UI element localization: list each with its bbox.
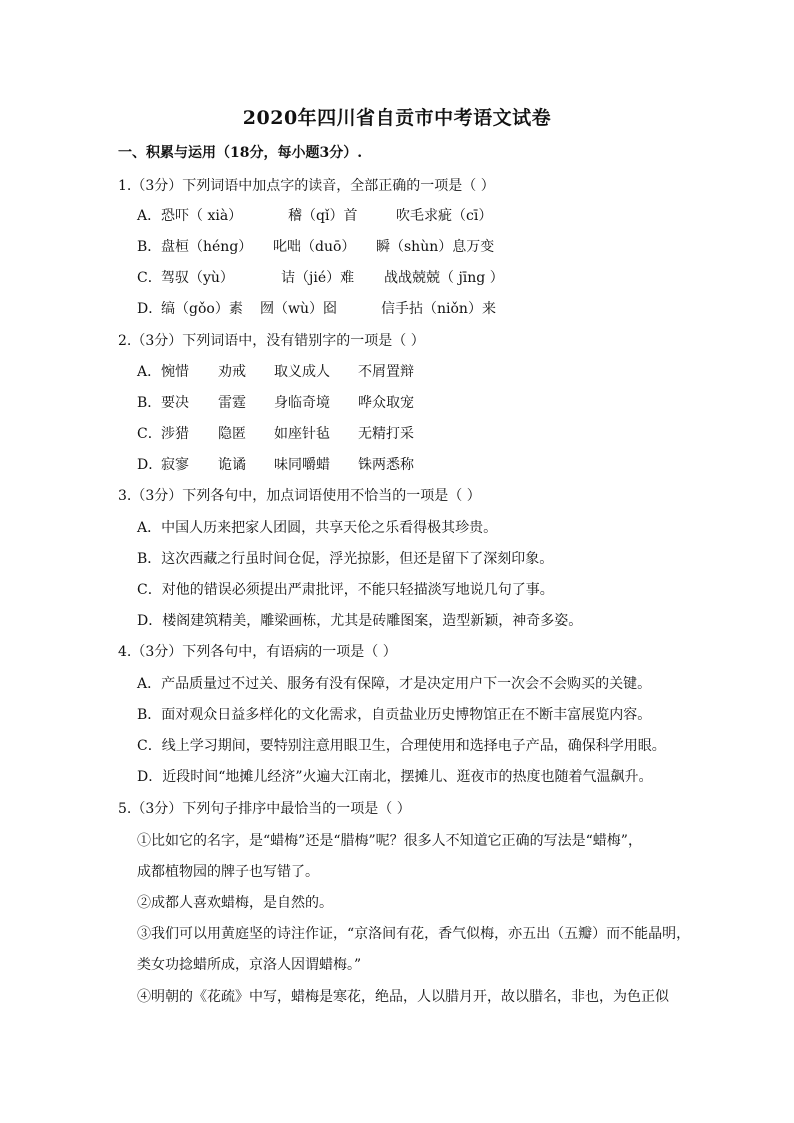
option-item: 瞬（shùn）息万变 — [376, 239, 495, 255]
q5-sentence-2: ②成都人喜欢蜡梅，是自然的。 — [137, 895, 333, 911]
option-item: 叱咄（duō） — [273, 239, 356, 255]
q5-sentence-3-cont: 类女功捻蜡所成，京洛人因谓蜡梅。” — [137, 957, 362, 973]
q3-option-b: B．这次西藏之行虽时间仓促，浮光掠影，但还是留下了深刻印象。 — [137, 551, 554, 567]
option-label: D． — [137, 457, 163, 473]
option-item: 无精打采 — [358, 426, 414, 442]
option-label: C． — [137, 270, 162, 286]
q3-option-a: A．中国人历来把家人团圆，共享天伦之乐看得极其珍贵。 — [137, 520, 498, 536]
option-label: C． — [137, 426, 162, 442]
question-5-stem: 5.（3分）下列句子排序中最恰当的一项是（ ） — [118, 801, 411, 817]
option-item: 劝戒 — [218, 364, 246, 380]
option-label: A． — [137, 208, 162, 224]
q4-option-b: B．面对观众日益多样化的文化需求，自贡盐业历史博物馆正在不断丰富展览内容。 — [137, 707, 652, 723]
q4-option-c: C．线上学习期间，要特别注意用眼卫生，合理使用和选择电子产品，确保科学用眼。 — [137, 738, 666, 754]
option-item: 如座针毡 — [274, 426, 330, 442]
q5-sentence-1-cont: 成都植物园的牌子也写错了。 — [137, 864, 319, 880]
q3-option-c: C．对他的错误必须提出严肃批评，不能只轻描淡写地说几句了事。 — [137, 582, 554, 598]
option-label: D． — [137, 301, 163, 317]
page-title: 2020年四川省自贡市中考语文试卷 — [242, 107, 552, 129]
option-item: 涉猎 — [161, 426, 189, 442]
option-item: 身临奇境 — [274, 395, 330, 411]
option-item: 隐匿 — [218, 426, 246, 442]
option-item: 寂寥 — [161, 457, 189, 473]
option-item: 诡谲 — [218, 457, 246, 473]
option-label: B． — [137, 239, 162, 255]
q5-sentence-4: ④明朝的《花疏》中写，蜡梅是寒花，绝品，人以腊月开，故以腊名，非也，为色正似 — [137, 989, 669, 1005]
option-item: 恐吓（ xià） — [161, 208, 243, 224]
question-2-stem: 2.（3分）下列词语中，没有错别字的一项是（ ） — [118, 333, 425, 349]
question-4-stem: 4.（3分）下列各句中，有语病的一项是（ ） — [118, 644, 397, 660]
q4-option-a: A．产品质量过不过关、服务有没有保障，才是决定用户下一次会不会购买的关键。 — [137, 676, 652, 692]
q3-option-d: D．楼阁建筑精美，雕梁画栋，尤其是砖雕图案，造型新颖，神奇多姿。 — [137, 613, 583, 629]
option-item: 盘桓（héng） — [161, 239, 253, 255]
option-item: 诘（jié）难 — [281, 270, 355, 286]
option-item: 缟（gǒo）素 — [161, 301, 243, 317]
option-item: 战战兢兢（ jīng ） — [384, 270, 504, 286]
question-1-stem: 1.（3分）下列词语中加点字的读音，全部正确的一项是（ ） — [118, 178, 495, 194]
section-heading: 一、积累与运用（18分，每小题3分）. — [118, 145, 363, 161]
option-item: 不屑置辩 — [358, 364, 414, 380]
q5-sentence-1: ①比如它的名字，是“蜡梅”还是“腊梅”呢？很多人不知道它正确的写法是“蜡梅”， — [137, 833, 642, 849]
option-item: 驾驭（yù） — [161, 270, 234, 286]
option-item: 味同嚼蜡 — [274, 457, 330, 473]
option-item: 囫（wù）囵 — [260, 301, 337, 317]
option-item: 稽（qǐ）首 — [288, 208, 358, 224]
option-item: 信手拈（niǒn）来 — [381, 301, 496, 317]
q4-option-d: D．近段时间“地摊儿经济”火遍大江南北，摆摊儿、逛夜市的热度也随着气温飙升。 — [137, 769, 653, 785]
option-item: 取义成人 — [274, 364, 330, 380]
option-item: 雷霆 — [218, 395, 246, 411]
option-item: 吹毛求疵（cī） — [396, 208, 493, 224]
option-label: A． — [137, 364, 162, 380]
option-label: B． — [137, 395, 162, 411]
option-item: 要决 — [161, 395, 189, 411]
q5-sentence-3: ③我们可以用黄庭坚的诗注作证，“京洛间有花，香气似梅，亦五出（五瓣）而不能晶明， — [137, 926, 691, 942]
option-item: 铢两悉称 — [358, 457, 414, 473]
option-item: 惋惜 — [161, 364, 189, 380]
question-3-stem: 3.（3分）下列各句中，加点词语使用不恰当的一项是（ ） — [118, 488, 481, 504]
option-item: 哗众取宠 — [358, 395, 414, 411]
